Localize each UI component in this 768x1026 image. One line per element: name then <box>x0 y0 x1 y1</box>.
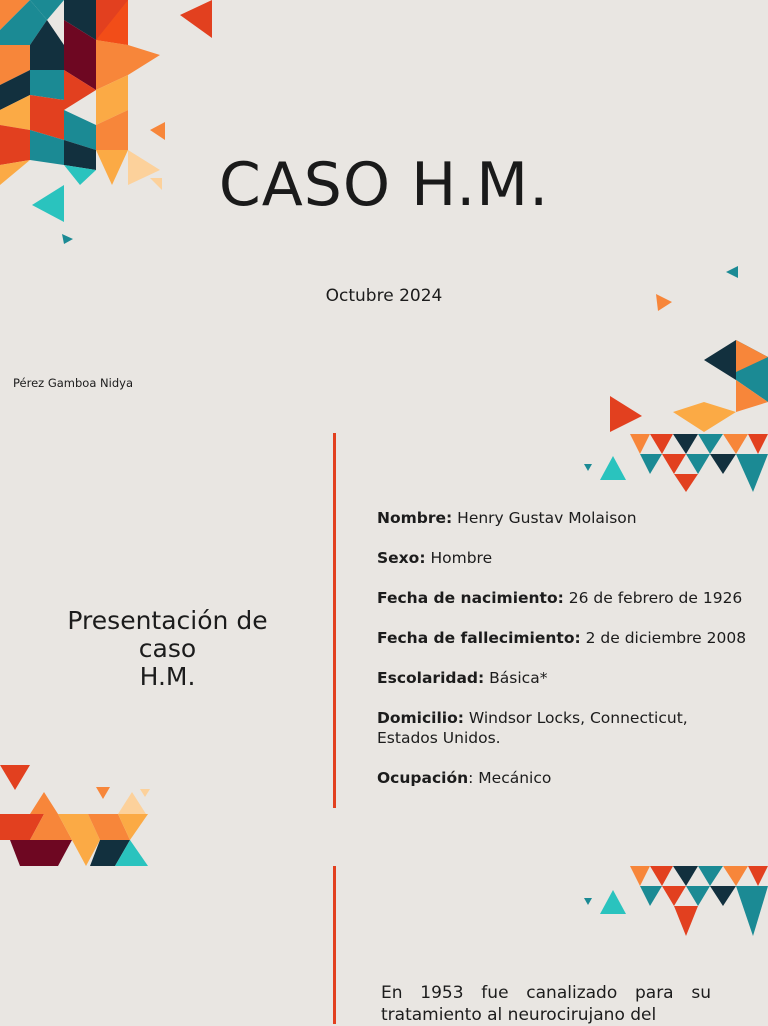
info-address <box>377 708 747 748</box>
slide-title: CASO H.M. <box>218 150 550 220</box>
field-label: Fecha de nacimiento: <box>377 589 564 607</box>
field-value: 2 de diciembre 2008 <box>580 629 747 647</box>
geometric-decoration-bottom-left <box>0 762 160 867</box>
patient-info-list <box>377 508 747 808</box>
heading-line: Presentación de <box>67 606 268 635</box>
presentation-heading <box>40 607 295 691</box>
field-value: : Mecánico <box>468 769 552 787</box>
info-occupation <box>377 768 747 788</box>
field-label: Fecha de fallecimiento: <box>377 629 581 647</box>
info-schooling <box>377 668 747 688</box>
info-sex <box>377 548 747 568</box>
field-value: Básica* <box>484 669 548 687</box>
field-value: Hombre <box>425 549 493 567</box>
field-label: Escolaridad: <box>377 669 485 687</box>
geometric-decoration-slide3 <box>578 866 768 941</box>
info-name <box>377 508 747 528</box>
field-label: Nombre: <box>377 509 453 527</box>
field-value: 26 de febrero de 1926 <box>563 589 743 607</box>
heading-line: H.M. <box>139 662 196 691</box>
case-description: En 1953 fue canalizado para su tratamiento al neurocirujano del <box>381 983 711 1025</box>
info-death-date <box>377 628 747 648</box>
slide-date: Octubre 2024 <box>325 286 443 306</box>
author-name: Pérez Gamboa Nidya <box>13 376 133 390</box>
field-label: Domicilio: <box>377 709 464 727</box>
vertical-divider <box>333 433 336 808</box>
field-value: Henry Gustav Molaison <box>452 509 637 527</box>
vertical-divider <box>333 866 336 1024</box>
info-birth-date <box>377 588 747 608</box>
heading-line: caso <box>138 634 197 663</box>
field-label: Ocupación <box>377 769 469 787</box>
field-label: Sexo: <box>377 549 426 567</box>
field-value: Windsor Locks, Connecticut, Estados Unidos. <box>377 709 688 747</box>
